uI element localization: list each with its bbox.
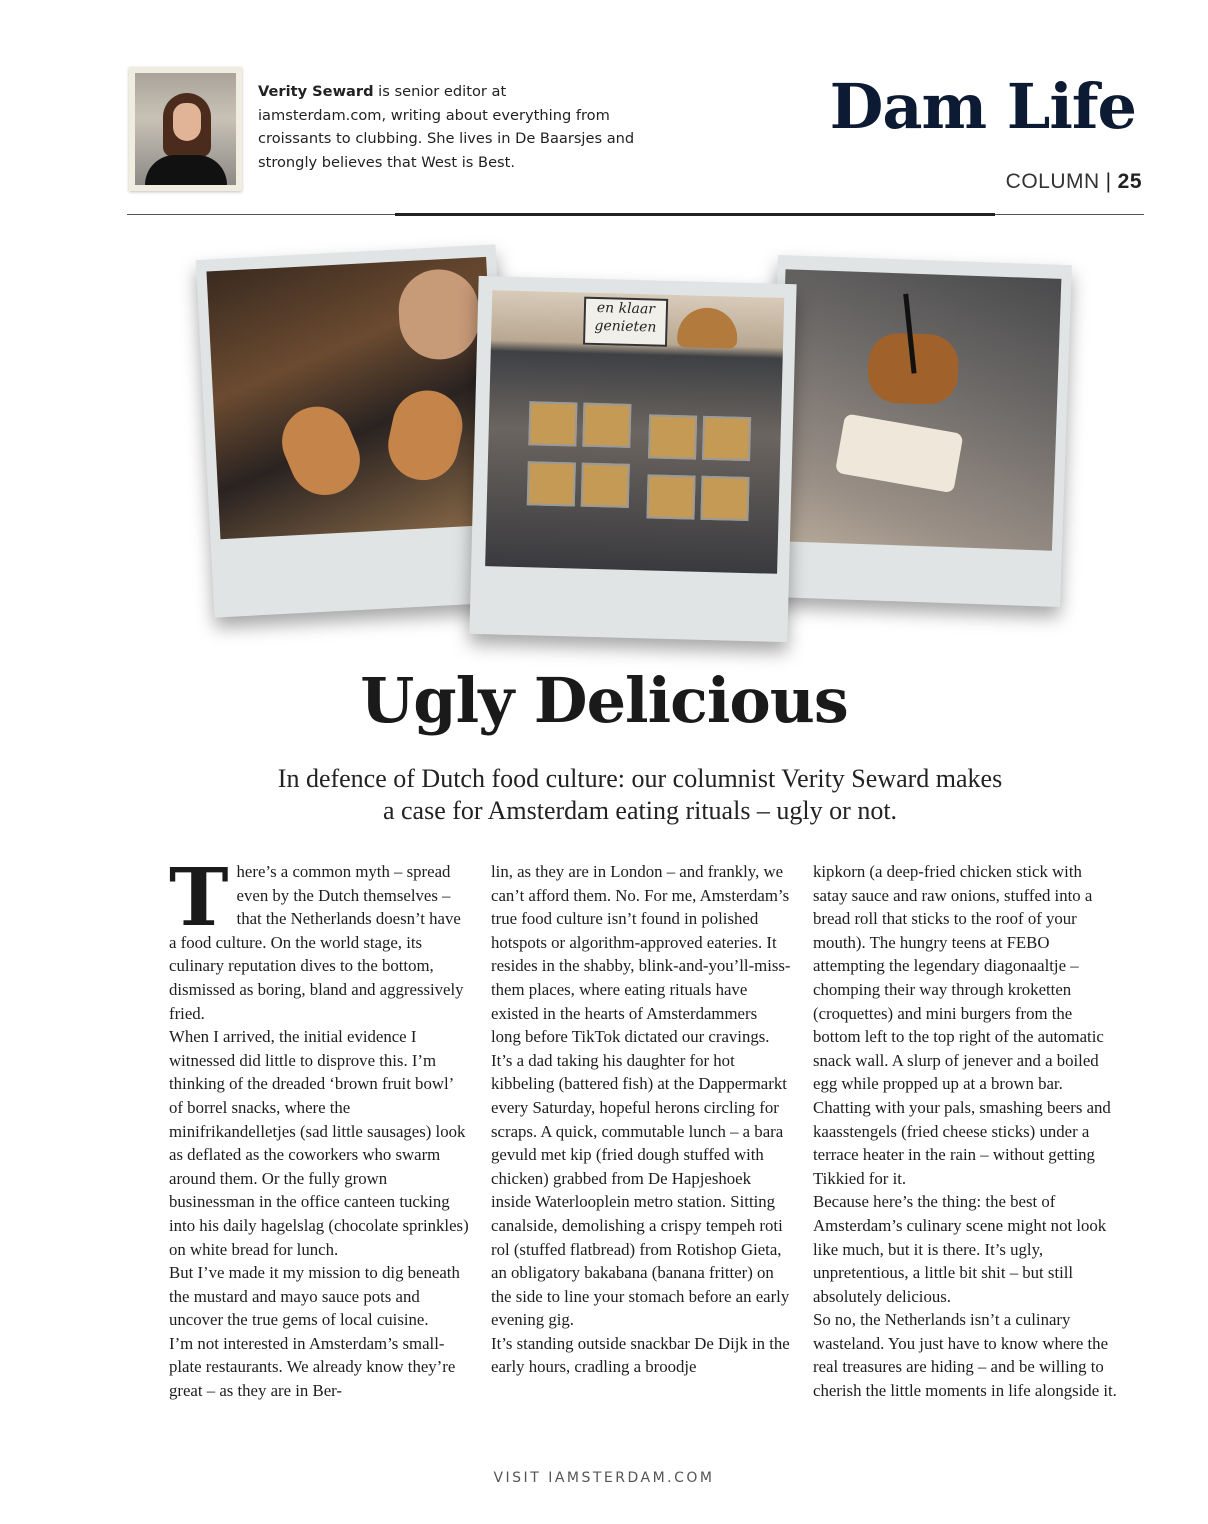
photo-febo-wall: [485, 290, 784, 574]
photo-burgers: [206, 257, 500, 539]
snack-compartment: [527, 461, 576, 506]
snack-compartment: [582, 403, 631, 448]
author-portrait-image: [135, 73, 236, 185]
author-photo: [129, 67, 242, 191]
paragraph: kipkorn (a deep-fried chicken stick with satay sauce and raw onions, stuffed into a bread roll that sticks to the roof of your mouth). The hungry teens at FEBO attempting the legendary diagonaaltje – chomping their way through kroketten (croquettes) and mini burgers from the bottom left to the top right of the automatic snack wall. A slurp of jenever and a boiled egg while propped up at a brown bar. Chatting with your pals, smashing beers and kaasstengels (fried cheese sticks) under a terrace heater in the rain – without getting Tikkied for it.: [813, 862, 1111, 1188]
photo-fried-chicken: [776, 269, 1061, 550]
snack-wall-sign: [583, 297, 668, 347]
polaroid-left: [196, 244, 514, 617]
body-column-2: [491, 860, 791, 1379]
footer-link[interactable]: VISIT IAMSTERDAM.COM: [493, 1470, 715, 1486]
burger-shape: [677, 307, 738, 349]
snack-compartment: [581, 463, 630, 508]
sign-text: en klaar genieten: [594, 300, 657, 336]
drop-cap: T: [169, 850, 229, 944]
meta-separator: |: [1105, 170, 1112, 193]
paragraph: here’s a common myth – spread even by the Dutch themselves – that the Netherlands doesn’t have a food culture. On the world stage, its culinary reputation dives to the bottom, dismissed as boring, bland and aggressively fried.: [169, 862, 464, 1023]
vendor-shape: [397, 267, 482, 361]
paragraph: It’s a dad taking his daughter for hot kibbeling (battered fish) at the Dappermarkt every Saturday, hopeful herons circling for scraps. A quick, commutable lunch – a bara gevuld met kip (fried dough stuffed with chicken) grabbed from De Hapjeshoek inside Waterlooplein metro station. Sitting canalside, demolishing a crispy tempeh roti rol (stuffed flatbread) from Rotishop Gieta, an obligatory bakabana (banana fritter) on the side to line your stomach before an early evening gig.: [491, 1050, 790, 1330]
sauce-tray-shape: [835, 413, 964, 493]
paragraph: So no, the Netherlands isn’t a culinary wasteland. You just have to know where the real treasures are hiding – and be willing to cherish the little moments in life alongside it.: [813, 1310, 1117, 1401]
body-column-3: [813, 860, 1117, 1403]
snack-compartment: [700, 476, 749, 521]
bread-roll-shape: [382, 384, 469, 487]
portrait-face: [173, 103, 201, 141]
page-number: 25: [1117, 170, 1142, 193]
author-name: Verity Seward: [258, 83, 374, 100]
polaroid-right: [766, 255, 1072, 607]
snack-compartment: [528, 401, 577, 446]
paragraph: lin, as they are in London – and frankly, we can’t afford them. No. For me, Amsterdam’s true food culture isn’t found in polished hotspots or algorithm-approved eateries. It resides in the shabby, blink-and-you’ll-miss-them places, where eating rituals have existed in the hearts of Amsterdammers long before TikTok dictated our cravings.: [491, 862, 791, 1047]
paragraph: Because here’s the thing: the best of Amsterdam’s culinary scene might not look like much, but it is there. It’s ugly, unpretentious, a little bit shit – but still absolutely delicious.: [813, 1192, 1107, 1306]
snack-compartment: [702, 416, 751, 461]
standfirst-line: a case for Amsterdam eating rituals – ugly or not.: [382, 796, 898, 825]
standfirst-line: In defence of Dutch food culture: our columnist Verity Seward makes: [277, 764, 1003, 793]
section-kind: COLUMN: [1005, 170, 1100, 193]
article-headline: Ugly Delicious: [360, 664, 848, 737]
paragraph: I’m not interested in Amsterdam’s small-plate restaurants. We already know they’re great – as they are in Ber-: [169, 1333, 456, 1401]
paragraph: But I’ve made it my mission to dig beneath the mustard and mayo sauce pots and uncover the true gems of local cuisine.: [169, 1263, 460, 1330]
author-bio: [258, 80, 638, 174]
snack-compartment: [648, 414, 697, 459]
paragraph: When I arrived, the initial evidence I witnessed did little to disprove this. I’m thinking of the dreaded ‘brown fruit bowl’ of borrel snacks, where the minifrikandelletjes (sad little sausages) look as deflated as the coworkers who swarm around them. Or the fully grown businessman in the office canteen tucking into his daily hagelslag (chocolate sprinkles) on white bread for lunch.: [169, 1027, 469, 1259]
portrait-body: [145, 155, 227, 185]
bread-roll-shape: [271, 396, 371, 506]
section-title: Dam Life: [829, 70, 1136, 143]
polaroid-middle: [469, 276, 796, 642]
paragraph: It’s standing outside snackbar De Dijk in the early hours, cradling a broodje: [491, 1333, 790, 1377]
header-rule-accent: [395, 213, 995, 216]
snack-compartment: [646, 474, 695, 519]
article-standfirst: [230, 763, 1050, 827]
author-bio-text: is senior editor at iamsterdam.com, writing about everything from croissants to clubbing. She lives in De Baarsjes and strongly believes that West is Best.: [258, 83, 635, 171]
section-meta: [1006, 170, 1142, 194]
body-column-1: [169, 850, 469, 1403]
